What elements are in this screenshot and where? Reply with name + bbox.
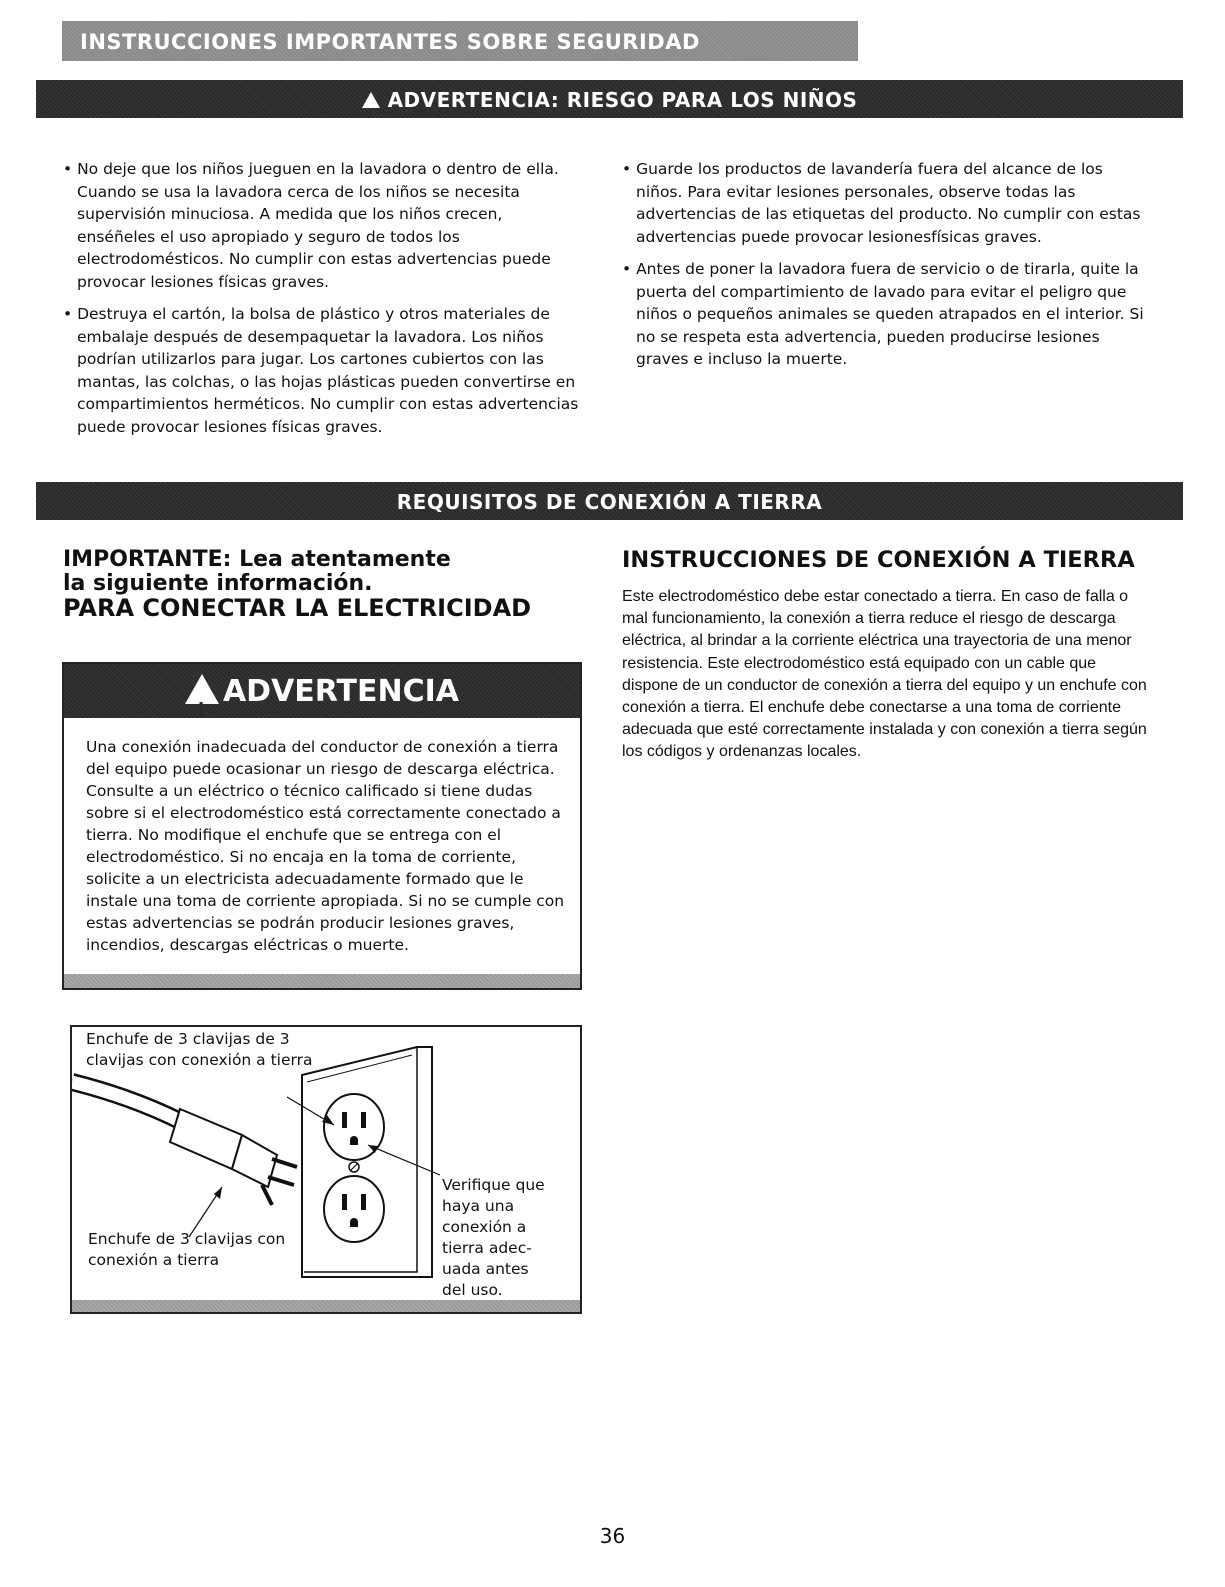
important-line-3: PARA CONECTAR LA ELECTRICIDAD bbox=[63, 594, 532, 622]
list-item: • No deje que los niños jueguen en la lavadora o dentro de ella. Cuando se usa la lavadora cerca de los niños se necesita supervisión minuciosa. A medida que los niños crecen, enséñeles el uso apropiado y seguro de todos los electrodomésticos. No cumplir con estas advertencias puede provocar lesiones físicas graves. bbox=[63, 158, 583, 293]
warning-icon bbox=[185, 674, 219, 704]
instructions-text: Este electrodoméstico debe estar conectado a tierra. En caso de falla o mal funcionamiento, la conexión a tierra reduce el riesgo de descarga eléctrica, al brindar a la corriente eléctrica una trayectoria de una menor resistencia. Este electrodoméstico está equipado con un cable que dispone de un conductor de conexión a tierra del equipo y un enchufe con conexión a tierra. El enchufe debe conectarse a una toma de corriente adecuada que esté correctamente instalada y con conexión a tierra según los códigos y ordenanzas locales. bbox=[622, 588, 1147, 761]
warning-box bbox=[62, 662, 582, 990]
top-banner bbox=[62, 21, 858, 61]
warning-title: ADVERTENCIA bbox=[222, 674, 460, 709]
page-number: 36 bbox=[599, 1524, 626, 1548]
warning-bottom-band bbox=[64, 974, 580, 988]
label-right: Verifique que haya una conexión a tierra adec- uada antes del uso. bbox=[442, 1176, 545, 1299]
grounding-bar bbox=[36, 482, 1183, 520]
warning-header bbox=[64, 664, 580, 718]
list-item: • Destruya el cartón, la bolsa de plástico y otros materiales de embalaje después de desempaquetar la lavadora. Los niños podrían utilizarlos para jugar. Los cartones cubiertos con las mantas, las colchas, o las hojas plásticas pueden convertirse en compartimientos herméticos. No cumplir con estas advertencias puede provocar lesiones físicas graves. bbox=[63, 303, 583, 438]
list-item: • Antes de poner la lavadora fuera de servicio o de tirarla, quite la puerta del compartimiento de lavado para evitar el peligro que niños o pequeños animales se queden atrapados en el interior. Si no se respeta esta advertencia, pueden producirse lesiones graves e incluso la muerte. bbox=[622, 258, 1147, 371]
important-heading bbox=[63, 548, 583, 620]
label-bottom: Enchufe de 3 clavijas con conexión a tierra bbox=[88, 1230, 286, 1269]
important-line-2: la siguiente información. bbox=[63, 571, 373, 596]
children-warning-bar bbox=[36, 80, 1183, 118]
list-item: • Guarde los productos de lavandería fuera del alcance de los niños. Para evitar lesiones personales, observe todas las advertencias de las etiquetas del producto. No cumplir con estas advertencias puede provocar lesionesfísicas graves. bbox=[622, 158, 1147, 248]
instructions-title: INSTRUCCIONES DE CONEXIÓN A TIERRA bbox=[622, 547, 1135, 573]
warning-icon bbox=[362, 92, 380, 108]
top-banner-text: INSTRUCCIONES IMPORTANTES SOBRE SEGURIDAD bbox=[80, 30, 700, 54]
important-line-1: IMPORTANTE: Lea atentamente bbox=[63, 547, 451, 572]
children-warning-text: ADVERTENCIA: RIESGO PARA LOS NIÑOS bbox=[387, 88, 858, 112]
left-bullets bbox=[63, 158, 583, 448]
figure-bottom-band bbox=[72, 1300, 580, 1312]
label-top: Enchufe de 3 clavijas de 3 clavijas con conexión a tierra bbox=[86, 1030, 313, 1069]
right-bullets bbox=[622, 158, 1147, 381]
outlet-figure bbox=[70, 1025, 582, 1314]
warning-text: Una conexión inadecuada del conductor de conexión a tierra del equipo puede ocasionar un riesgo de descarga eléctrica. Consulte a un eléctrico o técnico calificado si tiene dudas sobre si el electrodoméstico está correctamente conectado a tierra. No modifique el enchufe que se entrega con el electrodoméstico. Si no encaja en la toma de corriente, solicite a un electricista adecuadamente formado que le instale una toma de corriente apropiada. Si no se cumple con estas advertencias se podrán producir lesiones graves, incendios, descargas eléctricas o muerte. bbox=[86, 738, 565, 954]
grounding-bar-text: REQUISITOS DE CONEXIÓN A TIERRA bbox=[396, 490, 823, 514]
